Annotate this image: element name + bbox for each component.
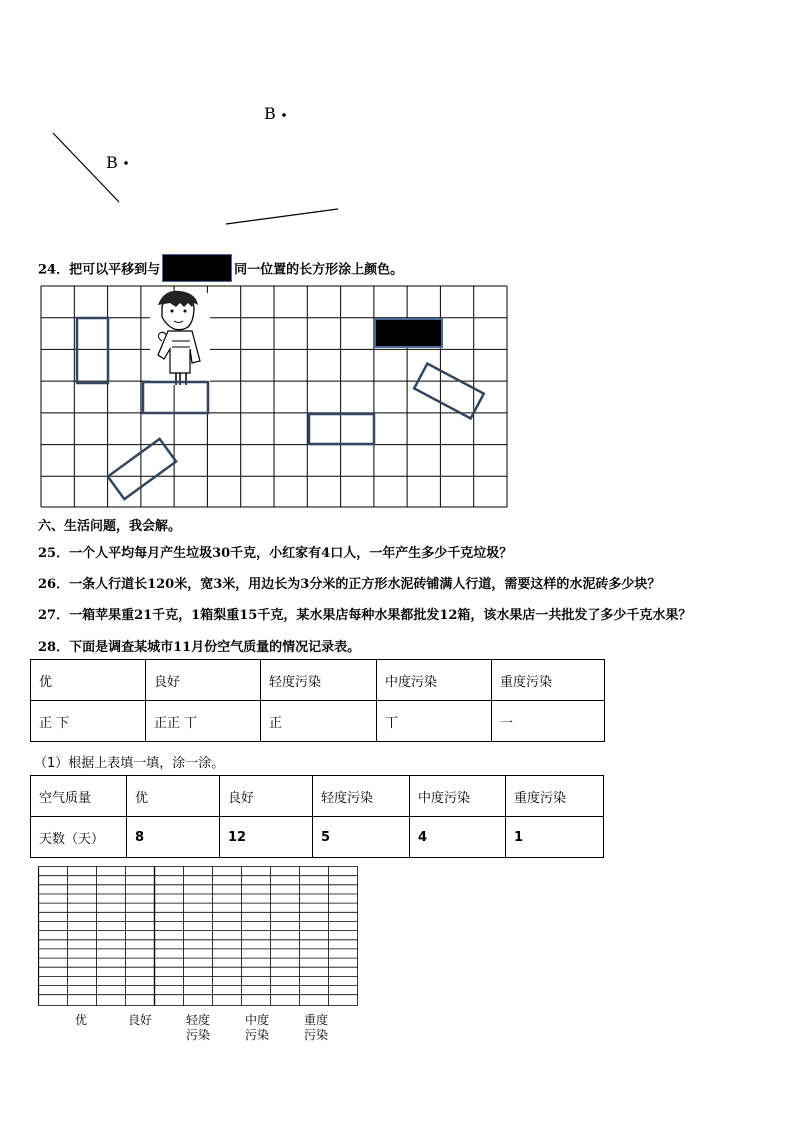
q24-text-after: 同一位置的长方形涂上颜色。 xyxy=(234,262,404,278)
chart-category-label-line1: 重度 xyxy=(303,1013,328,1027)
tally-cell: 正正 丅 xyxy=(146,701,261,742)
rect-horizontal-left[interactable] xyxy=(143,382,208,413)
days-row-label: 天数（天） xyxy=(31,817,127,858)
point-dot-lower xyxy=(124,161,128,165)
chart-category-label: 良好 xyxy=(127,1013,152,1027)
geometry-figure xyxy=(0,0,794,240)
point-b-lower-label: B xyxy=(106,153,118,172)
bottom-line xyxy=(226,209,338,224)
tally-header-cell: 良好 xyxy=(146,660,261,701)
days-header-cell: 良好 xyxy=(220,776,313,817)
days-header-row xyxy=(31,776,604,817)
days-value-cell: 5 xyxy=(313,817,410,858)
question-24 xyxy=(38,256,403,284)
days-value-cell: 8 xyxy=(127,817,220,858)
chart-category-label: 优 xyxy=(74,1013,87,1027)
chart-category-label-line2: 污染 xyxy=(244,1028,269,1042)
tally-header-row xyxy=(31,660,605,701)
rect-horizontal-right[interactable] xyxy=(309,414,374,444)
question-28: 28．下面是调查某城市11月份空气质量的情况记录表。 xyxy=(38,640,361,655)
chart-category-label xyxy=(296,1013,336,1043)
chart-category-label-line2: 污染 xyxy=(185,1028,210,1042)
chart-category-label xyxy=(178,1013,218,1043)
tally-header-cell: 重度污染 xyxy=(492,660,605,701)
tally-cell: 正 xyxy=(261,701,377,742)
translation-grid xyxy=(40,285,510,510)
days-header-cell: 中度污染 xyxy=(410,776,506,817)
tally-header-cell: 轻度污染 xyxy=(261,660,377,701)
point-b-upper-label: B xyxy=(264,104,276,123)
tally-header-cell: 优 xyxy=(31,660,146,701)
days-value-cell: 4 xyxy=(410,817,506,858)
target-rectangle-icon xyxy=(162,254,232,282)
point-dot-upper xyxy=(282,113,286,117)
tally-cell: 正 下 xyxy=(31,701,146,742)
question-25: 25．一个人平均每月产生垃圾30千克，小红家有4口人，一年产生多少千克垃圾？ xyxy=(38,546,513,561)
section-heading: 六、生活问题，我会解。 xyxy=(38,519,182,534)
tally-cell: 丅 xyxy=(377,701,492,742)
tally-mark-row xyxy=(31,701,605,742)
days-header-cell: 空气质量 xyxy=(31,776,127,817)
days-header-cell: 轻度污染 xyxy=(313,776,410,817)
days-header-cell: 优 xyxy=(127,776,220,817)
days-value-row xyxy=(31,817,604,858)
chart-category-label-line1: 轻度 xyxy=(185,1013,210,1027)
chart-category-label xyxy=(237,1013,277,1043)
chart-category-label-line1: 中度 xyxy=(244,1013,269,1027)
days-header-cell: 重度污染 xyxy=(506,776,604,817)
days-value-cell: 12 xyxy=(220,817,313,858)
chart-category-label-line2: 污染 xyxy=(303,1028,328,1042)
tally-cell: 一 xyxy=(492,701,605,742)
tally-header-cell: 中度污染 xyxy=(377,660,492,701)
days-table xyxy=(30,775,604,858)
rect-filled-target xyxy=(375,319,442,347)
boy-figure-icon xyxy=(150,291,210,385)
question-26: 26．一条人行道长120米，宽3米，用边长为3分米的正方形水泥砖铺满人行道，需要这样的水泥砖多少块？ xyxy=(38,577,661,592)
q24-text-before: 24．把可以平移到与 xyxy=(38,262,161,278)
blank-bar-chart-grid xyxy=(38,866,358,1006)
rect-vertical[interactable] xyxy=(77,318,108,383)
tally-table xyxy=(30,659,605,742)
rect-rotated-left[interactable] xyxy=(108,439,176,499)
question-27: 27．一箱苹果重21千克，1箱梨重15千克，某水果店每种水果都批发12箱，该水果店一共批发了多少千克水果？ xyxy=(38,608,692,623)
days-value-cell: 1 xyxy=(506,817,604,858)
sub-question-1: （1）根据上表填一填，涂一涂。 xyxy=(34,756,225,771)
